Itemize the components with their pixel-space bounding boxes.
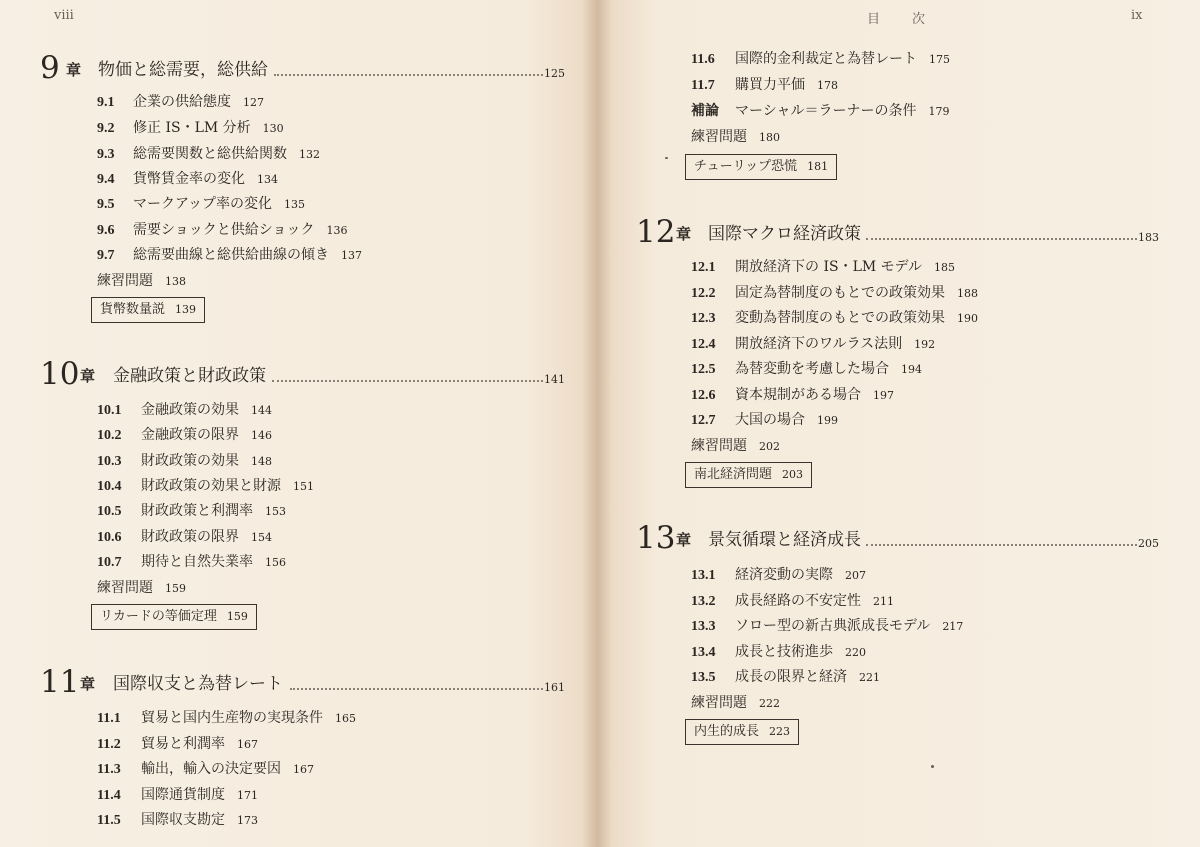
section-number: 10.7 [97,555,122,570]
section-title: 貨幣賃金率の変化 [133,171,245,187]
toc-entry [97,193,305,215]
section-page: 188 [957,287,978,300]
section-page: 175 [929,53,950,66]
section-title: 輸出，輸入の決定要因 [141,761,281,777]
section-number: 9.7 [97,248,115,263]
toc-entry [97,526,272,548]
section-number: 12.2 [691,286,716,301]
section-title: ソロー型の新古典派成長モデル [735,618,931,634]
section-number: 11.4 [97,788,121,803]
section-number: 11.3 [97,762,121,777]
section-title: 財政政策と利潤率 [141,503,253,519]
box-page: 223 [769,725,791,738]
section-number: 12.4 [691,337,716,352]
section-title: 貿易と国内生産物の実現条件 [141,710,323,726]
section-number: 9.6 [97,223,115,238]
book-gutter-shadow [582,0,612,847]
section-title: 財政政策の効果 [141,453,239,469]
section-page: 179 [928,105,950,118]
chapter-title: 金融政策と財政政策 [113,366,266,386]
exercise-page: 138 [165,275,186,288]
section-number: 12.3 [691,311,716,326]
section-number: 9.3 [97,147,115,162]
exercise-page: 159 [165,582,186,595]
toc-entry [691,333,935,355]
toc-entry [97,91,264,113]
section-title: 購買力平価 [735,77,805,93]
section-title: 国際通貨制度 [141,787,225,803]
box-page: 159 [226,610,248,623]
section-page: 173 [237,814,258,827]
section-page: 185 [933,261,955,274]
left-page [0,0,597,847]
toc-entry [97,143,320,165]
section-number: 補論 [691,104,719,119]
toc-entry [97,424,272,446]
section-title: 期待と自然失業率 [141,554,253,570]
section-number: 12.1 [691,260,716,275]
section-title: 為替変動を考慮した場合 [735,361,889,377]
toc-entry [691,358,922,380]
box-page: 203 [782,468,804,481]
column-box [685,154,837,180]
section-title: 成長の限界と経済 [735,669,847,685]
section-number: 12.7 [691,413,716,428]
section-number: 9.2 [97,121,115,136]
section-page: 167 [293,763,314,776]
section-page: 130 [262,122,284,135]
section-page: 194 [901,363,922,376]
section-title: 企業の供給態度 [133,94,231,110]
toc-entry [691,666,880,688]
section-number: 10.2 [97,428,122,443]
chapter-11-heading [40,666,565,702]
section-number: 13.2 [691,594,716,609]
left-folio: viii [54,8,74,23]
section-page: 221 [859,671,880,684]
section-number: 10.1 [97,403,122,418]
section-title: 開放経済下の IS・LM モデル [735,259,922,275]
box-title: リカードの等価定理 [100,609,217,624]
paper-speck [665,157,668,159]
toc-entry [691,256,955,278]
chapter-12-heading [636,216,1159,252]
section-page: 151 [293,480,314,493]
exercise-title: 練習問題 [97,580,153,596]
section-title: 貿易と利潤率 [141,736,225,752]
section-page: 197 [873,389,894,402]
toc-entry [97,784,258,806]
section-title: 国際的金利裁定と為替レート [735,51,917,67]
box-page: 181 [807,160,829,173]
section-number: 10.6 [97,530,122,545]
toc-entry [97,809,258,831]
section-page: 199 [817,414,838,427]
section-page: 132 [299,148,320,161]
chapter-page: 205 [1138,537,1159,550]
section-page: 144 [251,404,272,417]
section-number: 12.6 [691,388,716,403]
chapter-title: 国際マクロ経済政策 [708,224,861,244]
section-page: 156 [265,556,286,569]
toc-entry [691,384,894,406]
toc-entry [97,733,258,755]
exercise-page: 202 [759,440,780,453]
section-title: マーシャル＝ラーナーの条件 [735,103,917,119]
chapter-13-heading [636,522,1159,558]
section-title: 金融政策の効果 [141,402,239,418]
box-title: 内生的成長 [694,724,760,739]
toc-entry [691,564,866,586]
toc-entry [691,307,978,329]
section-number: 11.5 [97,813,121,828]
toc-entry [691,74,838,96]
section-title: 財政政策の効果と財源 [141,478,281,494]
chapter-suffix: 章 [676,225,692,243]
toc-entry [691,409,838,431]
paper-speck [931,765,934,768]
dot-leader [272,379,543,382]
section-number: 13.3 [691,619,716,634]
section-title: 成長と技術進歩 [735,644,833,660]
right-page [597,0,1200,847]
section-number: 12.5 [691,362,716,377]
section-title: 財政政策の限界 [141,529,239,545]
section-title: 成長経路の不安定性 [735,593,861,609]
toc-entry [97,219,347,241]
section-title: 国際収支勘定 [141,812,225,828]
section-page: 148 [251,455,272,468]
section-title: 総需要関数と総供給関数 [133,146,287,162]
toc-entry [97,399,272,421]
chapter-page: 183 [1138,231,1159,244]
chapter-suffix: 章 [80,675,96,693]
section-page: 136 [326,224,348,237]
toc-entry [691,590,894,612]
exercise-title: 練習問題 [691,695,747,711]
toc-entry [691,100,949,122]
chapter-number: 12 [636,214,676,250]
section-title: 資本規制がある場合 [735,387,861,403]
section-title: 総需要曲線と総供給曲線の傾き [133,247,329,263]
toc-entry [97,500,286,522]
chapter-title: 物価と総需要，総供給 [98,60,268,80]
chapter-title: 景気循環と経済成長 [708,530,861,550]
section-page: 207 [845,569,866,582]
exercise-entry [691,435,780,457]
box-title: 貨幣数量説 [100,302,166,317]
running-head: 目 次 [867,12,928,27]
chapter-number: 11 [40,664,80,700]
column-box [685,719,799,745]
section-page: 178 [817,79,838,92]
exercise-title: 練習問題 [691,129,747,145]
chapter-title: 国際収支と為替レート [113,674,283,694]
chapter-suffix: 章 [676,531,692,549]
toc-entry [97,758,314,780]
section-page: 154 [251,531,272,544]
section-number: 10.5 [97,504,122,519]
section-title: 大国の場合 [735,412,805,428]
section-page: 127 [243,96,264,109]
section-page: 134 [257,173,278,186]
section-page: 220 [845,646,866,659]
exercise-entry [97,577,186,599]
section-page: 192 [914,338,936,351]
chapter-9-heading [40,52,565,88]
column-box [685,462,812,488]
toc-entry [97,117,284,139]
exercise-entry [691,126,780,148]
toc-entry [97,551,286,573]
exercise-title: 練習問題 [691,438,747,454]
section-number: 13.1 [691,568,716,583]
chapter-suffix: 章 [66,61,82,79]
section-number: 9.5 [97,197,115,212]
dot-leader [866,237,1137,240]
chapter-page: 141 [544,373,565,386]
section-title: 金融政策の限界 [141,427,239,443]
section-page: 146 [251,429,272,442]
box-title: チューリップ恐慌 [694,159,798,174]
section-number: 11.7 [691,78,715,93]
exercise-page: 180 [759,131,780,144]
box-title: 南北経済問題 [694,467,773,482]
dot-leader [290,687,543,690]
chapter-number: 10 [40,356,80,392]
dot-leader [274,73,543,76]
chapter-10-heading [40,358,565,394]
toc-entry [97,168,278,190]
column-box [91,604,257,630]
section-number: 13.4 [691,645,716,660]
column-box [91,297,205,323]
toc-entry [97,450,272,472]
section-number: 9.1 [97,95,115,110]
right-folio: ix [1131,8,1143,23]
section-page: 153 [265,505,286,518]
section-title: 修正 IS・LM 分析 [133,120,251,136]
section-page: 217 [942,620,964,633]
section-page: 135 [284,198,306,211]
exercise-title: 練習問題 [97,273,153,289]
section-number: 11.2 [97,737,121,752]
toc-entry [97,707,356,729]
toc-entry [97,244,362,266]
section-number: 9.4 [97,172,115,187]
chapter-number: 13 [636,520,676,556]
section-page: 137 [341,249,362,262]
box-page: 139 [175,303,197,316]
section-page: 190 [957,312,978,325]
toc-entry [691,48,950,70]
section-title: 開放経済下のワルラス法則 [735,336,903,352]
chapter-number: 9 [40,50,60,86]
section-number: 10.3 [97,454,122,469]
section-number: 13.5 [691,670,716,685]
section-number: 10.4 [97,479,122,494]
section-title: 変動為替制度のもとでの政策効果 [735,310,945,326]
toc-entry [691,641,866,663]
exercise-entry [691,692,780,714]
section-page: 167 [237,738,258,751]
section-page: 171 [237,789,258,802]
chapter-suffix: 章 [80,367,96,385]
section-number: 11.1 [97,711,121,726]
chapter-page: 125 [544,67,565,80]
dot-leader [866,543,1137,546]
section-page: 165 [335,712,356,725]
section-title: 需要ショックと供給ショック [133,222,315,238]
section-title: マークアップ率の変化 [133,196,273,212]
chapter-page: 161 [544,681,565,694]
section-number: 11.6 [691,52,715,67]
section-page: 211 [873,595,894,608]
section-title: 経済変動の実際 [735,567,833,583]
exercise-entry [97,270,186,292]
toc-entry [691,615,963,637]
toc-entry [97,475,314,497]
section-title: 固定為替制度のもとでの政策効果 [735,285,945,301]
toc-entry [691,282,978,304]
exercise-page: 222 [759,697,780,710]
